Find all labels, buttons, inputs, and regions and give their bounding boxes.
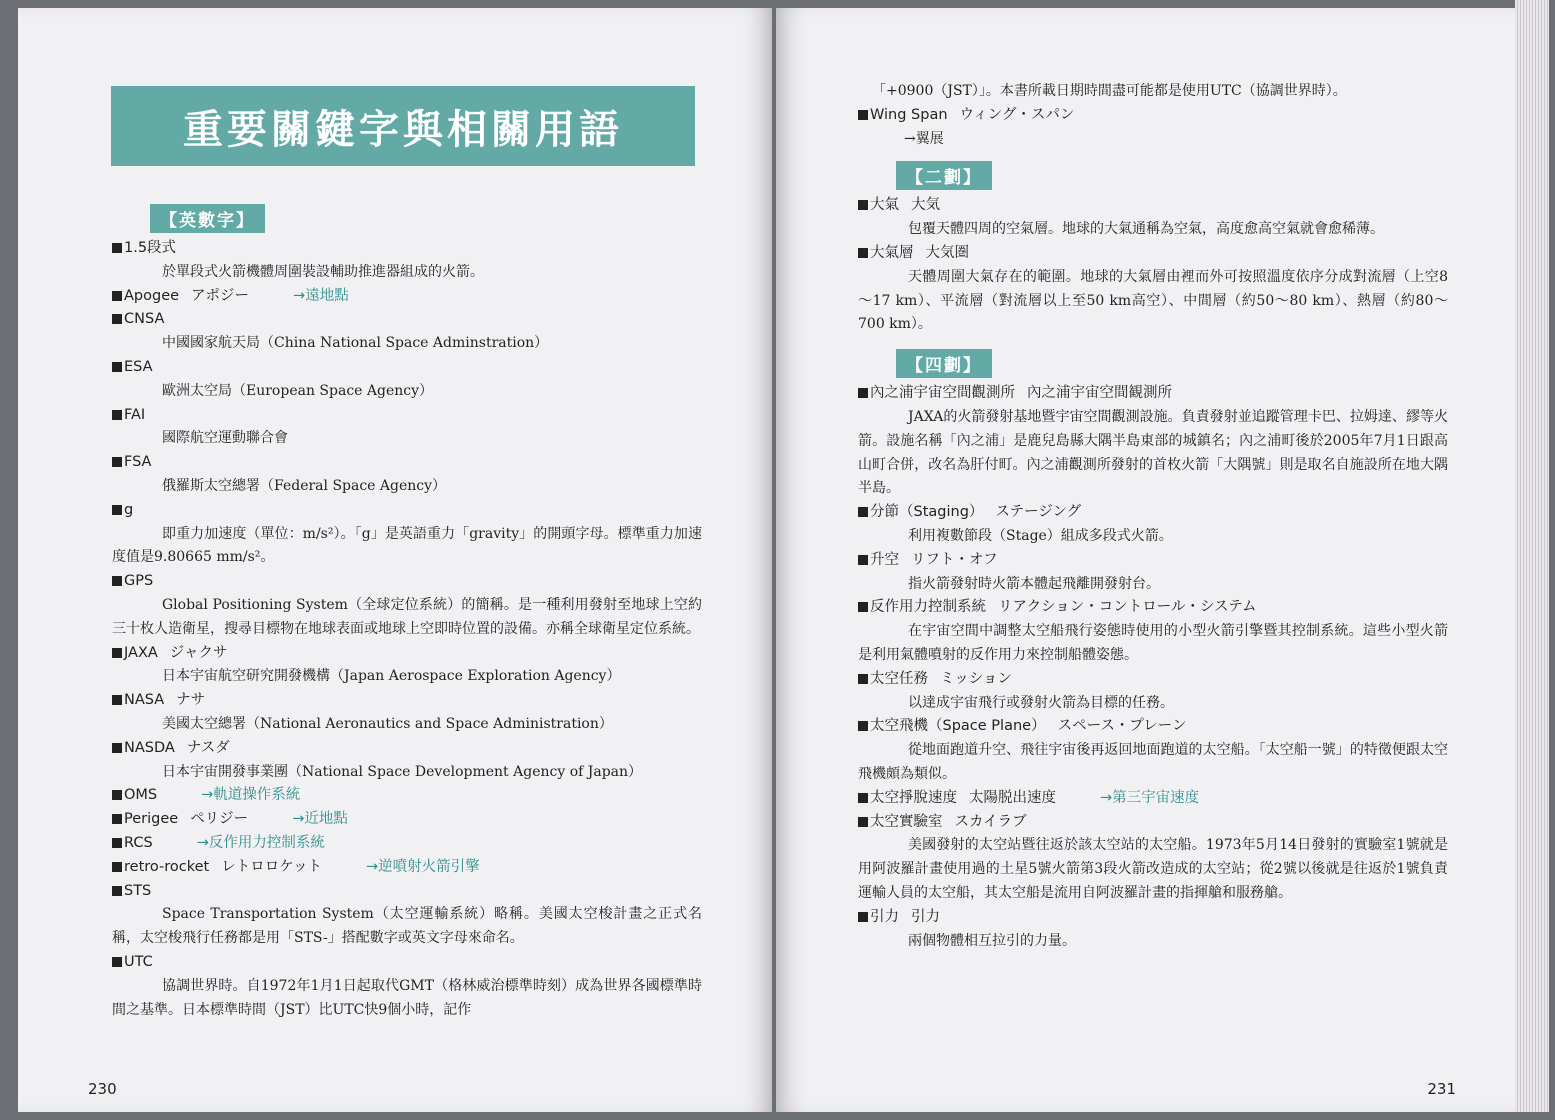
glossary-term <box>858 194 1448 218</box>
term-japanese: ナサ <box>176 692 206 709</box>
glossary-definition: 天體周圍大氣存在的範圍。地球的大氣層由裡而外可按照溫度依序分成對流層（上空8～17 km）、平流層（對流層以上至50 km高空）、中間層（約50～80 km）、熱層（約80～700 km）。 <box>858 268 1448 333</box>
glossary-definition: 中國國家航天局（China National Space Adminstration） <box>162 335 549 352</box>
bullet-square-icon <box>858 793 868 803</box>
term-label: FSA <box>124 454 152 471</box>
glossary-term <box>858 501 1448 525</box>
term-japanese: リフト・オフ <box>911 551 998 568</box>
bullet-square-icon <box>112 505 122 515</box>
bullet-square-icon <box>858 602 868 612</box>
term-label: 升空 <box>870 551 899 568</box>
page-title: 重要關鍵字與相關用語 <box>111 86 695 166</box>
entry-list-four-strokes <box>858 382 1448 953</box>
term-label: 大氣 <box>870 197 899 214</box>
term-label: 太空掙脫速度 <box>870 789 957 806</box>
bullet-square-icon <box>112 648 122 658</box>
bullet-square-icon <box>112 862 122 872</box>
glossary-term: Wing Span ウィング・スパン <box>858 104 1448 128</box>
term-label: 太空任務 <box>870 670 928 687</box>
entry-list-two-strokes <box>858 194 1448 337</box>
term-label: Perigee <box>124 811 179 828</box>
term-label: 反作用力控制系統 <box>870 599 986 616</box>
cross-reference-link[interactable]: →逆噴射火箭引擎 <box>366 858 480 875</box>
glossary-definition: 國際航空運動聯合會 <box>162 430 288 447</box>
glossary-definition: 日本宇宙開發事業團（National Space Development Agency of Japan） <box>162 763 643 780</box>
bullet-square-icon <box>858 388 868 398</box>
glossary-term <box>112 285 702 309</box>
glossary-definition: 指火箭發射時火箭本體起飛離開發射台。 <box>908 575 1160 592</box>
glossary-definition: Space Transportation System（太空運輸系統）略稱。美國太空梭計畫之正式名稱，太空梭飛行任務都是用「STS-」搭配數字或英文字母來命名。 <box>112 906 702 947</box>
section-heading-alphanumeric: 【英數字】 <box>150 204 265 233</box>
glossary-term <box>112 808 702 832</box>
term-japanese: ジャクサ <box>169 644 228 661</box>
bullet-square-icon <box>112 362 122 372</box>
glossary-term <box>112 499 702 523</box>
bullet-square-icon <box>858 721 868 731</box>
glossary-definition: 歐洲太空局（European Space Agency） <box>162 382 434 399</box>
bullet-square-icon <box>112 314 122 324</box>
glossary-definition: Global Positioning System（全球定位系統）的簡稱。是一種利用發射至地球上空約三十枚人造衛星，搜尋目標物在地球表面或地球上空即時位置的設備。亦稱全球衛星定位系統。 <box>112 596 702 637</box>
term-japanese: リアクション・コントロール・システム <box>998 599 1257 616</box>
glossary-definition: 於單段式火箭機體周圍裝設輔助推進器組成的火箭。 <box>162 263 484 280</box>
glossary-term <box>858 668 1448 692</box>
bullet-square-icon <box>112 743 122 753</box>
glossary-term <box>112 642 702 666</box>
left-page <box>18 8 772 1112</box>
right-glossary <box>858 80 1448 953</box>
glossary-term <box>112 570 702 594</box>
glossary-term <box>112 308 702 332</box>
continuation-text: 「+0900（JST）」。本書所載日期時間盡可能都是使用UTC（協調世界時）。 <box>872 83 1347 99</box>
term-japanese: 引力 <box>911 908 940 925</box>
cross-reference-link[interactable]: →遠地點 <box>293 287 349 304</box>
term-label: Apogee <box>124 287 180 304</box>
term-label: 1.5段式 <box>124 240 177 256</box>
term-japanese: 大気圏 <box>925 244 969 261</box>
glossary-term <box>858 787 1448 811</box>
glossary-term <box>112 856 702 880</box>
term-japanese: 內之浦宇宙空間観測所 <box>1027 385 1172 402</box>
term-japanese: レトロロケット <box>221 858 323 875</box>
term-label: retro-rocket <box>124 858 210 875</box>
cross-reference-link[interactable]: →第三宇宙速度 <box>1100 789 1200 806</box>
glossary-term <box>112 737 702 761</box>
glossary-term <box>112 784 702 808</box>
left-entry-list <box>112 237 702 1022</box>
term-japanese: アポジー <box>191 287 250 304</box>
bullet-square-icon <box>112 576 122 586</box>
bullet-square-icon <box>112 814 122 824</box>
bullet-square-icon <box>112 457 122 467</box>
glossary-term <box>858 715 1448 739</box>
bullet-square-icon <box>858 507 868 517</box>
bullet-square-icon <box>112 410 122 420</box>
term-label: 內之浦宇宙空間觀測所 <box>870 385 1015 402</box>
term-label: NASDA <box>124 739 175 756</box>
glossary-term <box>858 906 1448 930</box>
glossary-term <box>112 451 702 475</box>
term-label: FAI <box>124 406 146 423</box>
glossary-term <box>112 404 702 428</box>
glossary-definition: 利用複數節段（Stage）組成多段式火箭。 <box>908 527 1173 544</box>
bullet-square-icon <box>112 291 122 301</box>
glossary-definition: 包覆天體四周的空氣層。地球的大氣通稱為空氣，高度愈高空氣就會愈稀薄。 <box>908 221 1384 238</box>
term-japanese: スカイラブ <box>954 813 1027 830</box>
left-glossary <box>112 204 702 1022</box>
bullet-square-icon <box>858 817 868 827</box>
glossary-definition: 俄羅斯太空總署（Federal Space Agency） <box>162 477 447 494</box>
term-label: ESA <box>124 358 153 375</box>
term-japanese: ステージング <box>995 504 1082 521</box>
glossary-term <box>112 237 702 261</box>
bullet-square-icon <box>112 695 122 705</box>
term-label: 太空實驗室 <box>870 813 943 830</box>
term-label: NASA <box>124 692 165 709</box>
page-number-right: 231 <box>1427 1080 1456 1098</box>
glossary-definition: 日本宇宙航空研究開發機構（Japan Aerospace Exploration Agency） <box>162 668 621 685</box>
bullet-square-icon <box>858 248 868 258</box>
term-label: 太空飛機（Space Plane） <box>870 718 1046 735</box>
bullet-square-icon <box>858 110 868 120</box>
term-japanese: ペリジー <box>190 811 249 828</box>
term-label: STS <box>124 882 152 899</box>
term-japanese: ナスダ <box>186 739 230 756</box>
page-number-left: 230 <box>88 1080 117 1098</box>
bullet-square-icon <box>112 886 122 896</box>
glossary-term <box>858 811 1448 835</box>
term-label: g <box>124 501 134 518</box>
term-label: CNSA <box>124 311 165 328</box>
glossary-definition: →翼展 <box>904 130 944 147</box>
glossary-term <box>858 382 1448 406</box>
glossary-definition: 兩個物體相互拉引的力量。 <box>908 932 1076 949</box>
glossary-term <box>858 242 1448 266</box>
glossary-term <box>112 356 702 380</box>
bullet-square-icon <box>858 912 868 922</box>
term-japanese: 太陽脱出速度 <box>969 789 1056 806</box>
glossary-term <box>112 951 702 975</box>
cross-reference-link[interactable]: →軌道操作系統 <box>201 787 301 804</box>
glossary-definition: 以達成宇宙飛行或發射火箭為目標的任務。 <box>908 694 1174 711</box>
bullet-square-icon <box>112 243 122 253</box>
glossary-term <box>112 832 702 856</box>
section-heading-four-strokes: 【四劃】 <box>896 349 992 378</box>
term-label: 大氣層 <box>870 244 914 261</box>
term-japanese: スペース・プレーン <box>1057 718 1187 735</box>
glossary-definition: 即重力加速度（單位：m/s²）。「g」是英語重力「gravity」的開頭字母。標準重力加速度值是9.80665 mm/s²。 <box>112 525 702 566</box>
bullet-square-icon <box>112 838 122 848</box>
glossary-term <box>858 596 1448 620</box>
bullet-square-icon <box>858 200 868 210</box>
bullet-square-icon <box>112 790 122 800</box>
term-japanese: ミッション <box>940 670 1012 687</box>
term-label: 引力 <box>870 908 899 925</box>
right-page <box>776 8 1518 1112</box>
section-heading-two-strokes: 【二劃】 <box>896 161 992 190</box>
glossary-term <box>112 880 702 904</box>
glossary-definition: JAXA的火箭發射基地暨宇宙空間觀測設施。負責發射並追蹤管理卡巴、拉姆達、繆等火箭。設施名稱「內之浦」是鹿兒島縣大隅半島東部的城鎮名；內之浦町後於2005年7月1日跟高山町合併，改名為肝付町。內之浦觀測所發射的首枚火箭「大隅號」則是取名自施設所在地大隅半島。 <box>858 408 1448 497</box>
cross-reference-link[interactable]: →近地點 <box>292 811 348 828</box>
book-page-edges <box>1515 0 1549 1112</box>
glossary-definition: 美國發射的太空站暨往返於該太空站的太空船。1973年5月14日發射的實驗室1號就是用阿波羅計畫使用過的土星5號火箭第3段火箭改造成的太空站；從2號以後就是往返於1號負責運輸人員的太空船，其太空船是流用自阿波羅計畫的指揮艙和服務艙。 <box>858 837 1448 901</box>
bullet-square-icon <box>858 674 868 684</box>
glossary-term <box>112 689 702 713</box>
glossary-term <box>858 549 1448 573</box>
cross-reference-link[interactable]: →反作用力控制系統 <box>196 834 325 851</box>
term-label: 分節（Staging） <box>870 504 984 521</box>
term-label: JAXA <box>124 644 158 661</box>
bullet-square-icon <box>112 957 122 967</box>
glossary-definition: 從地面跑道升空、飛往宇宙後再返回地面跑道的太空船。「太空船一號」的特徵便跟太空飛機頗為類似。 <box>858 742 1448 782</box>
term-label: GPS <box>124 573 154 590</box>
glossary-definition: 協調世界時。自1972年1月1日起取代GMT（格林威治標準時刻）成為世界各國標準時間之基準。日本標準時間（JST）比UTC快9個小時，記作 <box>112 977 702 1018</box>
bullet-square-icon <box>858 555 868 565</box>
term-label: OMS <box>124 787 158 804</box>
term-japanese: 大気 <box>911 197 940 214</box>
term-label: RCS <box>124 834 153 851</box>
glossary-definition: 在宇宙空間中調整太空船飛行姿態時使用的小型火箭引擎暨其控制系統。這些小型火箭是利用氣體噴射的反作用力來控制船體姿態。 <box>858 623 1448 663</box>
glossary-definition: 美國太空總署（National Aeronautics and Space Administration） <box>162 715 613 732</box>
term-label: UTC <box>124 953 153 970</box>
